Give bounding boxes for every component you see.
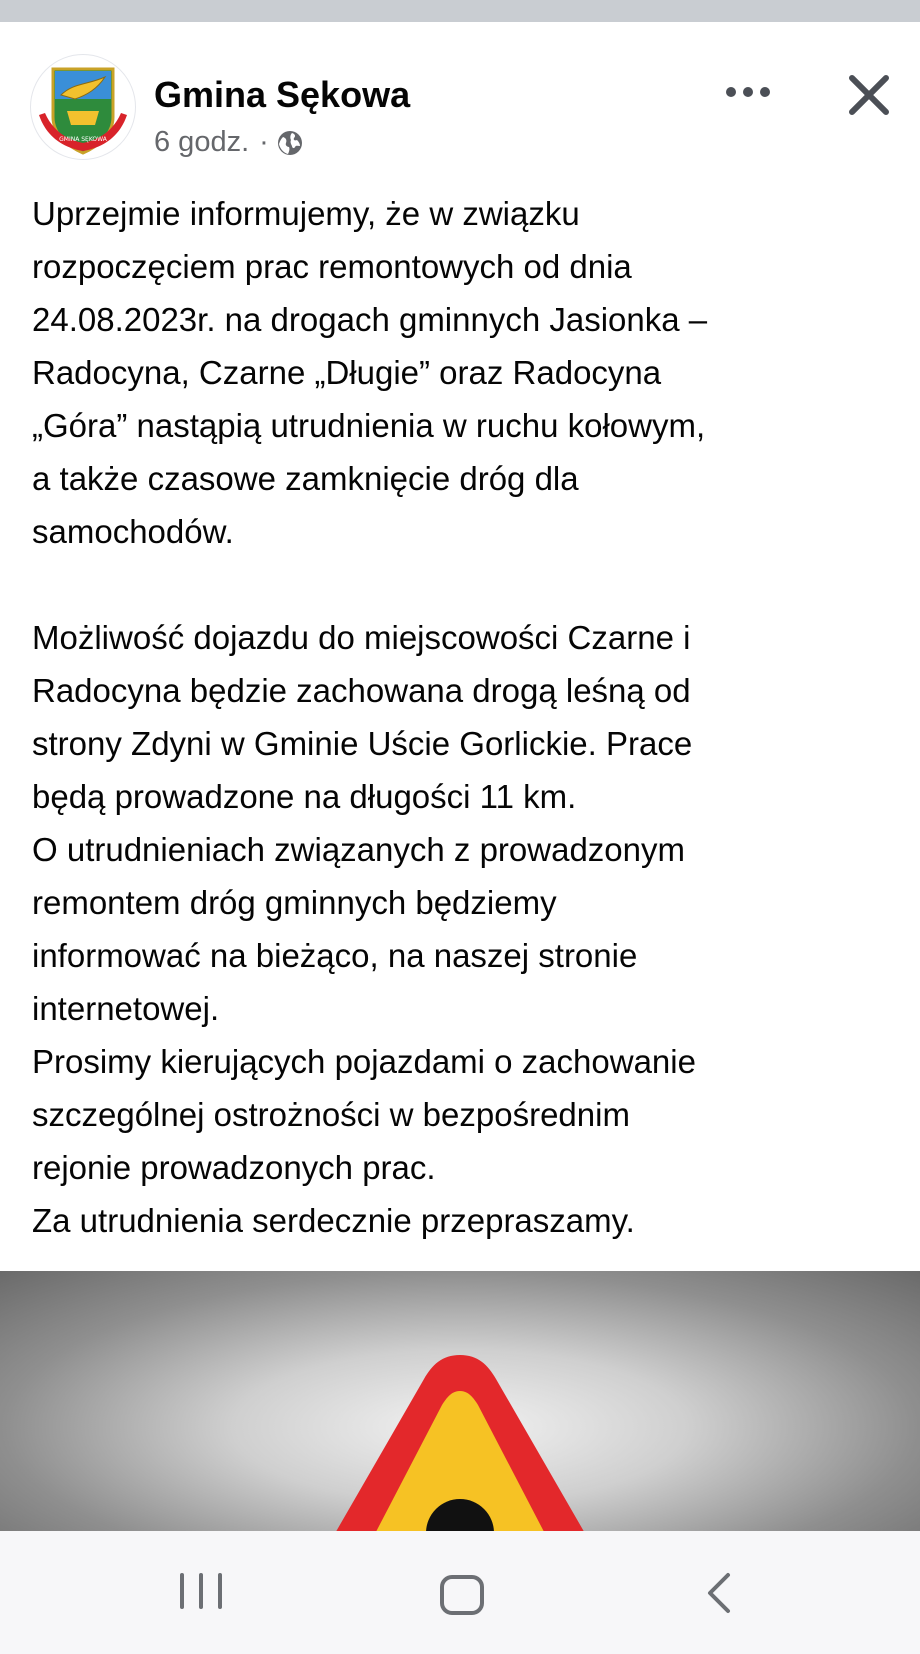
paragraph-gap [32, 558, 902, 611]
back-chevron-icon [700, 1571, 736, 1615]
page-name-link[interactable]: Gmina Sękowa [154, 74, 411, 115]
home-button[interactable] [440, 1575, 484, 1615]
top-status-strip [0, 0, 920, 22]
post-image[interactable] [0, 1271, 920, 1531]
post-meta [154, 126, 303, 159]
more-horizontal-icon-dot [743, 87, 753, 97]
recent-apps-icon-bar [180, 1573, 184, 1609]
avatar-lettering: GMINA SĘKOWA [59, 136, 107, 143]
meta-separator: · [259, 126, 269, 158]
recent-apps-icon-bar [199, 1573, 203, 1609]
back-button[interactable] [700, 1571, 736, 1615]
more-horizontal-icon-dot [726, 87, 736, 97]
close-icon [846, 72, 892, 118]
recent-apps-icon-bar [218, 1573, 222, 1609]
gmina-crest-logo [31, 55, 135, 159]
post-timestamp[interactable]: 6 godz. [154, 126, 250, 158]
recent-apps-button[interactable] [180, 1573, 222, 1613]
post-paragraph-1: Uprzejmie informujemy, że w związku rozpoczęciem prac remontowych od dnia 24.08.2023r. na drogach gminnych Jasionka – Radocyna, Czarne „Długie” oraz Radocyna „Góra” nastąpią utrudnienia w ruchu kołowym, a także czasowe zamknięcie dróg dla samochodów. [32, 195, 708, 550]
post-header [0, 22, 920, 172]
more-horizontal-icon-dot [760, 87, 770, 97]
page-avatar[interactable] [30, 54, 136, 160]
post-body [32, 187, 902, 1247]
system-navigation-bar [0, 1531, 920, 1654]
post-paragraph-2: Możliwość dojazdu do miejscowości Czarne i Radocyna będzie zachowana drogą leśną od strony Zdyni w Gminie Uście Gorlickie. Prace będą prowadzone na długości 11 km. O utrudnieniach związanych z prowadzonym remontem dróg gminnych będziemy informować na bieżąco, na naszej stronie internetowej. Prosimy kierujących pojazdami o zachowanie szczególnej ostrożności w bezpośrednim rejonie prowadzonych prac. Za utrudnienia serdecznie przepraszamy. [32, 619, 696, 1239]
close-button[interactable] [846, 72, 892, 118]
globe-icon [277, 130, 303, 156]
warning-sign-icon [0, 1271, 920, 1531]
more-options-button[interactable] [718, 72, 778, 112]
